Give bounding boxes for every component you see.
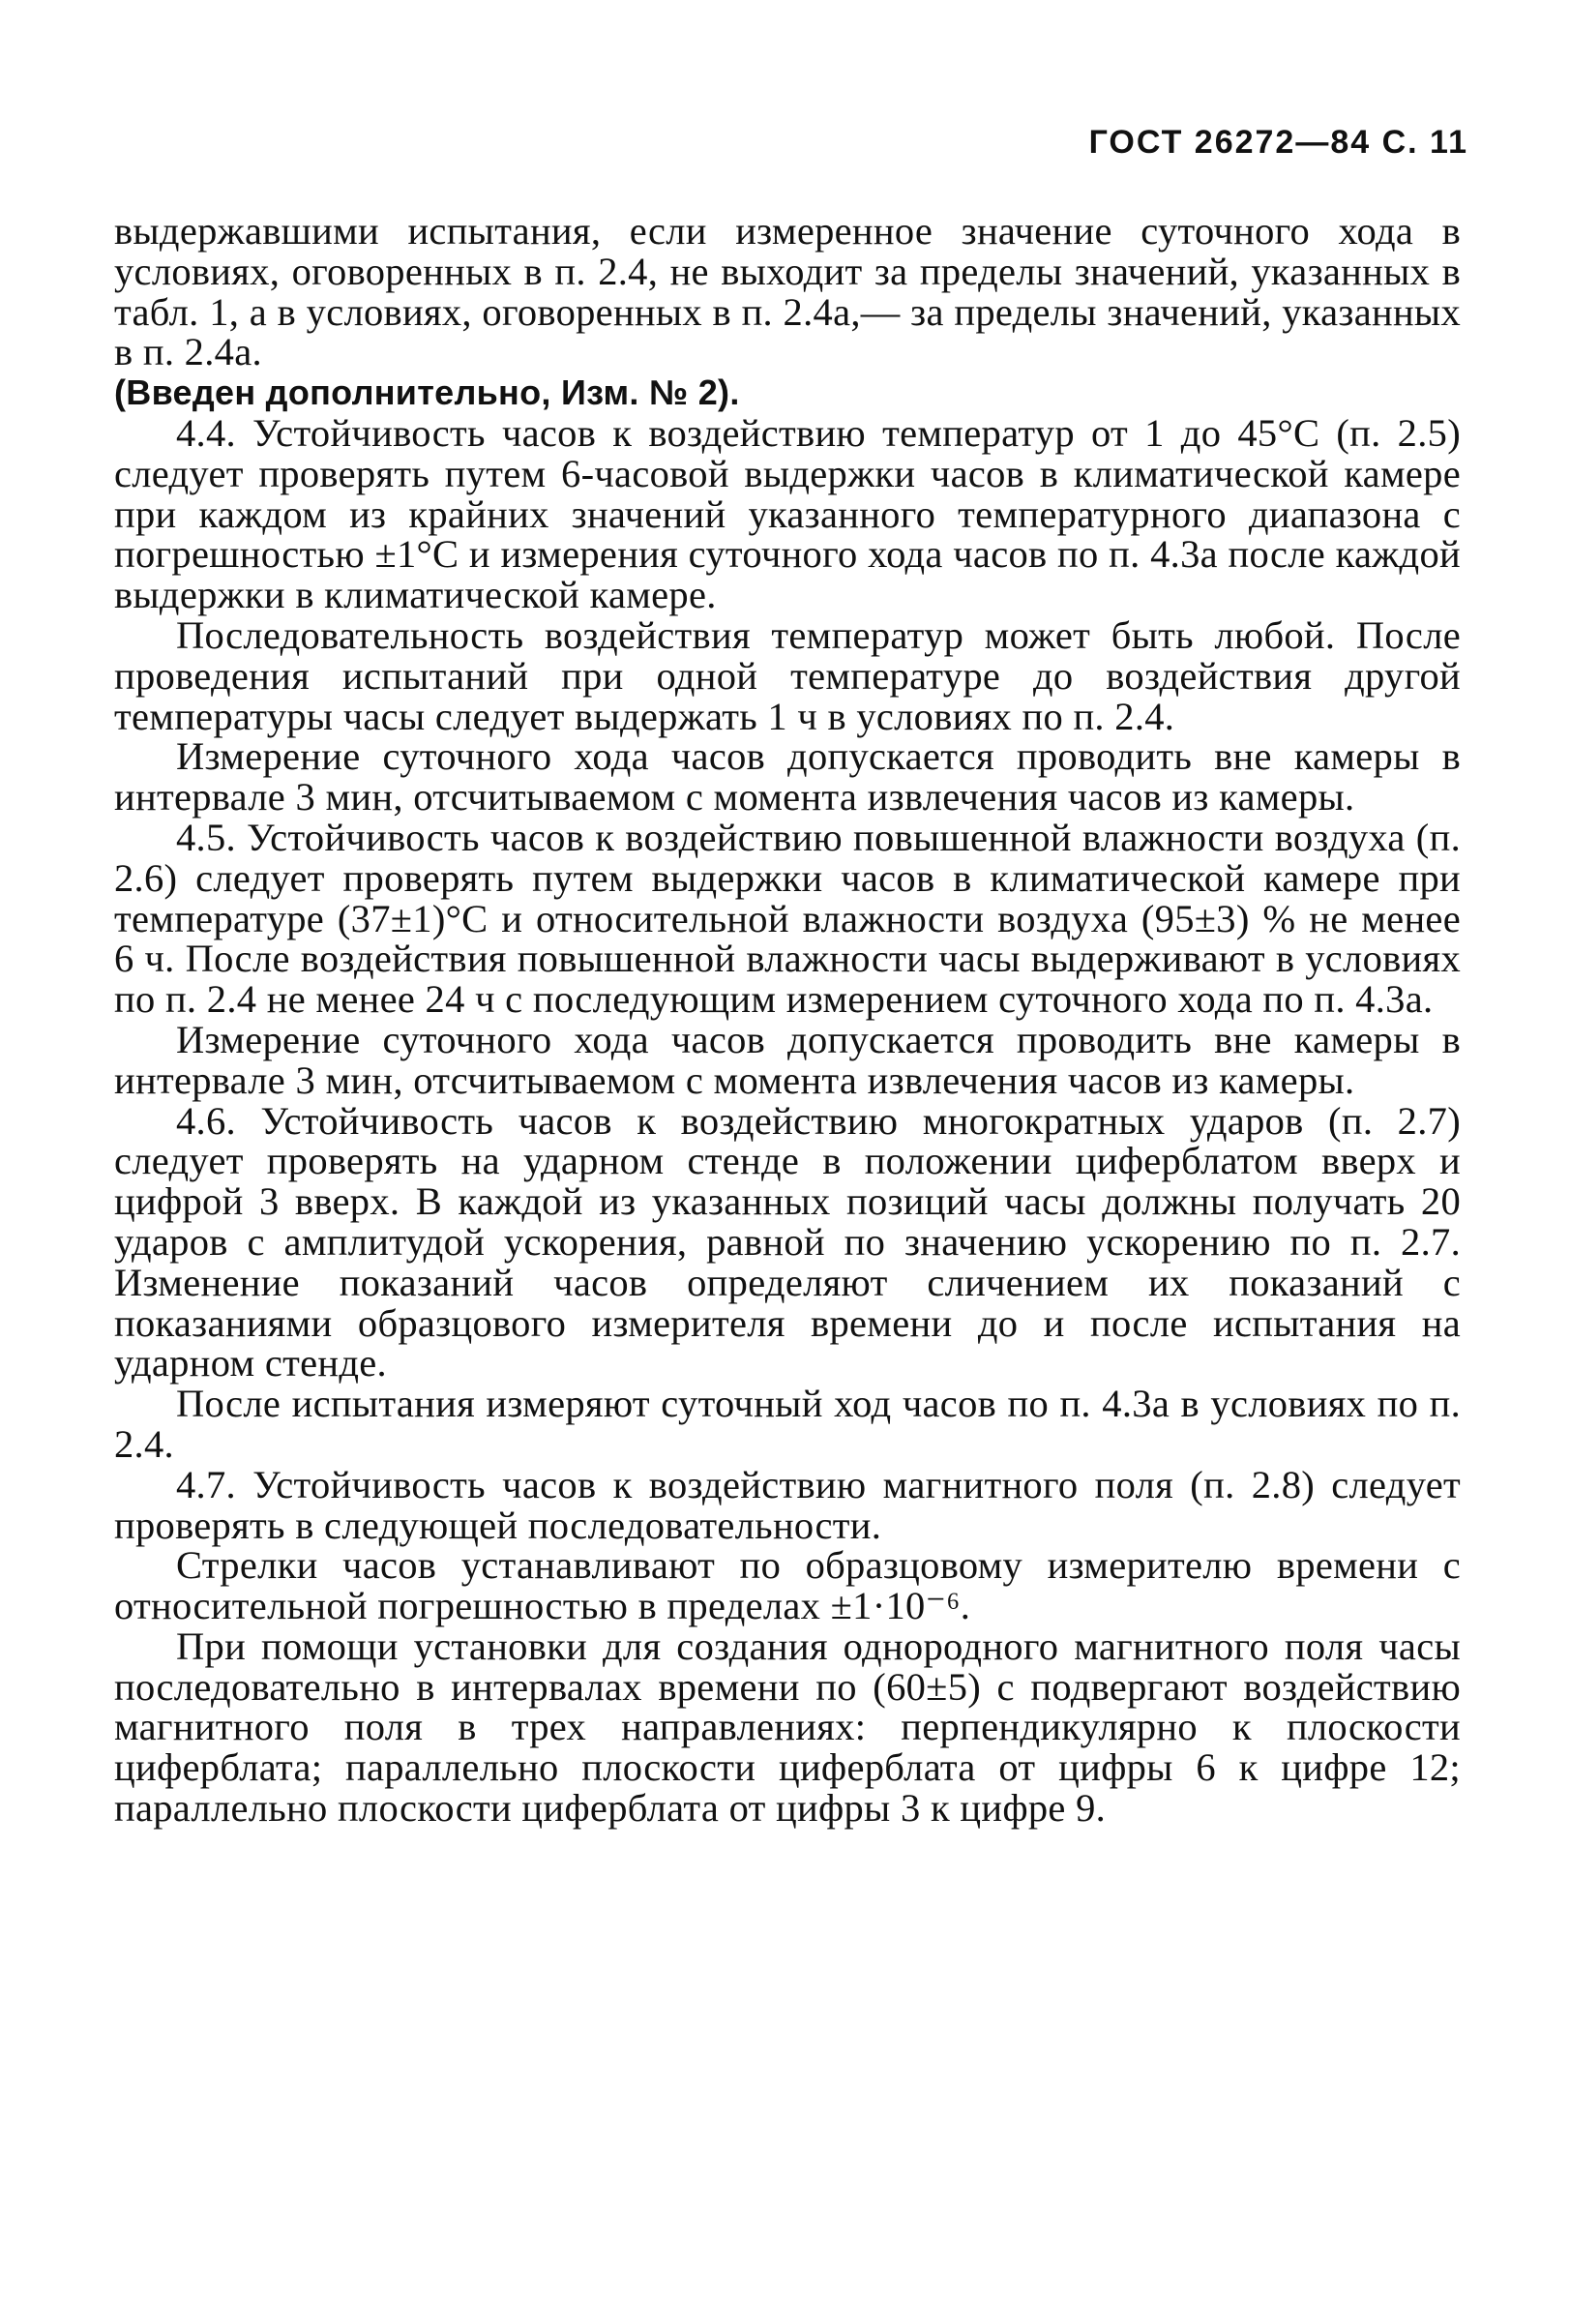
amendment-note: (Введен дополнительно, Изм. № 2). bbox=[114, 372, 740, 413]
page-header: ГОСТ 26272—84 С. 11 bbox=[1088, 124, 1468, 161]
paragraph-4-5: 4.5. Устойчивость часов к воздействию повышенной влажности воздуха (п. 2.6) следует проверять путем выдержки часов в климатической камере при температуре (37±1)°С и относительной влажности воздуха (95±3) % не менее 6 ч. После воздействия повышенной влажности часы выдерживают в условиях по п. 2.4 не менее 24 ч с последующим измерением суточного хода по п. 4.3а. bbox=[114, 815, 1461, 1022]
paragraph-4-4: 4.4. Устойчивость часов к воздействию температур от 1 до 45°С (п. 2.5) следует проверять путем 6-часовой выдержки часов в климатической камере при каждом из крайних значений указанного температурного диапазона с погрешностью ±1°С и измерения суточного хода часов по п. 4.3а после каждой выдержки в климатической камере. bbox=[114, 410, 1461, 617]
paragraph-measurement-outside: Измерение суточного хода часов допускается проводить вне камеры в интервале 3 мин, отсчитываемом с момента извлечения часов из камеры. bbox=[114, 734, 1461, 819]
paragraph-temperature-sequence: Последовательность воздействия температур может быть любой. После проведения испытаний при одной температуре до воздействия другой температуры часы следует выдержать 1 ч в условиях по п. 2.4. bbox=[114, 612, 1461, 738]
paragraph-4-7: 4.7. Устойчивость часов к воздействию магнитного поля (п. 2.8) следует проверять в следующей последовательности. bbox=[114, 1462, 1461, 1547]
paragraph-4-6: 4.6. Устойчивость часов к воздействию многократных ударов (п. 2.7) следует проверять на ударном стенде в положении циферблатом вверх и цифрой 3 вверх. В каждой из указанных позиций часы должны получать 20 ударов с амплитудой ускорения, равной по значению ускорению по п. 2.7. Изменение показаний часов определяют сличением их показаний с показаниями образцового измерителя времени до и после испытания на ударном стенде. bbox=[114, 1098, 1461, 1385]
paragraph-after-test: После испытания измеряют суточный ход часов по п. 4.3а в условиях по п. 2.4. bbox=[114, 1382, 1461, 1466]
paragraph-hands-setting: Стрелки часов устанавливают по образцовому измерителю времени с относительной погрешностью в пределах ±1·10⁻⁶. bbox=[114, 1543, 1461, 1628]
paragraph-magnetic-field: При помощи установки для создания однородного магнитного поля часы последовательно в интервалах времени по (60±5) с подвергают воздействию магнитного поля в трех направлениях: перпендикулярно к плоскости циферблата; параллельно плоскости циферблата от цифры 6 к цифре 12; параллельно плоскости циферблата от цифры 3 к цифре 9. bbox=[114, 1624, 1461, 1831]
paragraph-measurement-outside-2: Измерение суточного хода часов допускается проводить вне камеры в интервале 3 мин, отсчитываемом с момента извлечения часов из камеры. bbox=[114, 1017, 1461, 1102]
page-body bbox=[114, 211, 1461, 1829]
paragraph-continuation: выдержавшими испытания, если измеренное значение суточного хода в условиях, оговоренных в п. 2.4, не выходит за пределы значений, указанных в табл. 1, а в условиях, оговоренных в п. 2.4а,— за пределы значений, указанных в п. 2.4а. bbox=[114, 209, 1461, 374]
